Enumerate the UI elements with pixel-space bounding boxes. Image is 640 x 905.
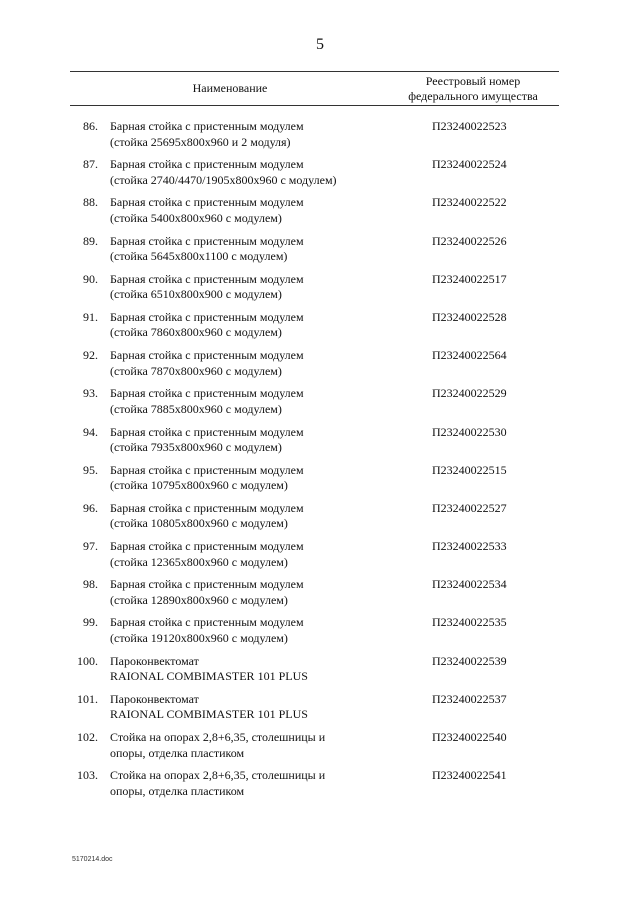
table-row [0,157,640,195]
table-row [0,348,640,386]
row-registry-number: П23240022541 [432,768,507,783]
row-registry-number: П23240022539 [432,653,507,668]
row-number: 101. [77,691,98,706]
row-registry-number: П23240022527 [432,500,507,515]
table-row [0,195,640,233]
row-name [110,539,400,570]
row-name-line1: Барная стойка с пристенным модулем [110,615,304,630]
row-registry-number: П23240022515 [432,462,507,477]
row-registry-number: П23240022524 [432,157,507,172]
row-name-line1: Барная стойка с пристенным модулем [110,271,304,286]
row-name-line1: Барная стойка с пристенным модулем [110,424,304,439]
row-name-line1: Барная стойка с пристенным модулем [110,539,304,554]
row-name-line1: Стойка на опорах 2,8+6,35, столешницы и [110,730,326,744]
row-name [110,615,400,646]
table-row [0,119,640,157]
row-number: 100. [77,653,98,668]
row-registry-number: П23240022523 [432,119,507,133]
row-registry-number: П23240022534 [432,577,507,592]
row-name-line1: Барная стойка с пристенным модулем [110,348,304,363]
row-name [110,234,400,265]
row-name [110,157,400,188]
row-name [110,348,400,379]
row-number: 88. [83,195,98,210]
row-name-line2: (стойка 10795x800x960 с модулем) [110,478,288,493]
row-name-line2: (стойка 12365x800x960 с модулем) [110,554,288,569]
row-registry-number: П23240022529 [432,386,507,401]
row-name-line2: (стойка 7870x800x960 с модулем) [110,363,282,378]
row-name-line1: Барная стойка с пристенным модулем [110,462,304,477]
row-registry-number: П23240022526 [432,233,507,248]
row-name [110,768,400,799]
row-number: 90. [83,271,98,286]
row-registry-number: П23240022533 [432,539,507,554]
table-row [0,577,640,615]
table-row [0,768,640,806]
row-name-line2: (стойка 10805x800x960 с модулем) [110,516,288,531]
row-number: 89. [83,233,98,248]
column-header-registry-line1: Реестровый номер [425,74,521,88]
row-name [110,195,400,226]
row-registry-number: П23240022540 [432,730,507,744]
row-name [110,310,400,341]
row-number: 98. [83,577,98,592]
row-registry-number: П23240022528 [432,309,507,324]
row-name-line1: Барная стойка с пристенным модулем [110,195,304,210]
row-number: 93. [83,386,98,401]
header-bottom-rule [70,105,559,106]
row-name [110,425,400,456]
row-number: 103. [77,768,98,783]
table-row [0,310,640,348]
table-row [0,386,640,424]
row-name-line2: (стойка 25695x800x960 и 2 модуля) [110,134,291,149]
table-row [0,692,640,730]
row-registry-number: П23240022530 [432,424,507,439]
row-name [110,730,400,761]
row-name-line2: (стойка 6510x800x900 с модулем) [110,287,282,302]
row-name [110,577,400,608]
row-name [110,272,400,303]
row-name-line1: Пароконвектомат [110,691,199,706]
row-number: 96. [83,500,98,515]
table-row [0,654,640,692]
column-header-name: Наименование [192,81,268,95]
table-row [0,463,640,501]
page-number: 5 [316,36,324,53]
row-name-line1: Стойка на опорах 2,8+6,35, столешницы и [110,768,326,783]
footer-filename: 5170214.doc [72,856,113,863]
row-name-line1: Барная стойка с пристенным модулем [110,386,304,401]
row-name-line2: опоры, отделка пластиком [110,783,245,798]
row-name [110,386,400,417]
row-name [110,692,400,723]
row-name-line2: (стойка 12890x800x960 с модулем) [110,592,288,607]
row-name-line1: Барная стойка с пристенным модулем [110,157,304,172]
row-name-line1: Пароконвектомат [110,653,199,668]
table-row [0,501,640,539]
table-row [0,425,640,463]
row-name-line2: (стойка 7935x800x960 с модулем) [110,440,282,454]
row-number: 86. [83,119,98,133]
row-number: 97. [83,539,98,554]
row-name-line1: Барная стойка с пристенным модулем [110,233,304,248]
row-name [110,654,400,685]
column-header-registry [400,74,546,104]
row-number: 95. [83,462,98,477]
row-name-line1: Барная стойка с пристенным модулем [110,309,304,324]
row-registry-number: П23240022537 [432,691,507,706]
column-header-registry-line2: федерального имущества [408,89,538,103]
row-name [110,501,400,532]
row-name-line2: (стойка 7885x800x960 с модулем) [110,401,282,416]
table-row [0,272,640,310]
row-name-line2: (стойка 7860x800x960 с модулем) [110,325,282,340]
row-registry-number: П23240022564 [432,348,507,363]
row-number: 102. [77,730,98,744]
table-row [0,234,640,272]
table-body [0,119,640,806]
row-number: 94. [83,424,98,439]
row-number: 91. [83,309,98,324]
row-name-line2: RAIONAL COMBIMASTER 101 PLUS [110,707,308,722]
table-row [0,539,640,577]
row-registry-number: П23240022535 [432,615,507,630]
row-name-line1: Барная стойка с пристенным модулем [110,577,304,592]
row-name-line2: опоры, отделка пластиком [110,745,245,760]
header-top-rule [70,71,559,72]
row-name-line2: RAIONAL COMBIMASTER 101 PLUS [110,669,308,684]
table-row [0,730,640,768]
row-registry-number: П23240022517 [432,271,507,286]
row-name-line1: Барная стойка с пристенным модулем [110,500,304,515]
row-name-line2: (стойка 19120x800x960 с модулем) [110,630,288,645]
row-number: 99. [83,615,98,630]
row-name [110,119,400,150]
row-number: 92. [83,348,98,363]
table-row [0,615,640,653]
row-name [110,463,400,494]
row-name-line2: (стойка 2740/4470/1905x800x960 с модулем) [110,172,337,187]
row-name-line2: (стойка 5400x800x960 с модулем) [110,210,282,225]
row-registry-number: П23240022522 [432,195,507,210]
row-name-line1: Барная стойка с пристенным модулем [110,119,304,133]
row-number: 87. [83,157,98,172]
row-name-line2: (стойка 5645x800x1100 с модулем) [110,249,288,264]
